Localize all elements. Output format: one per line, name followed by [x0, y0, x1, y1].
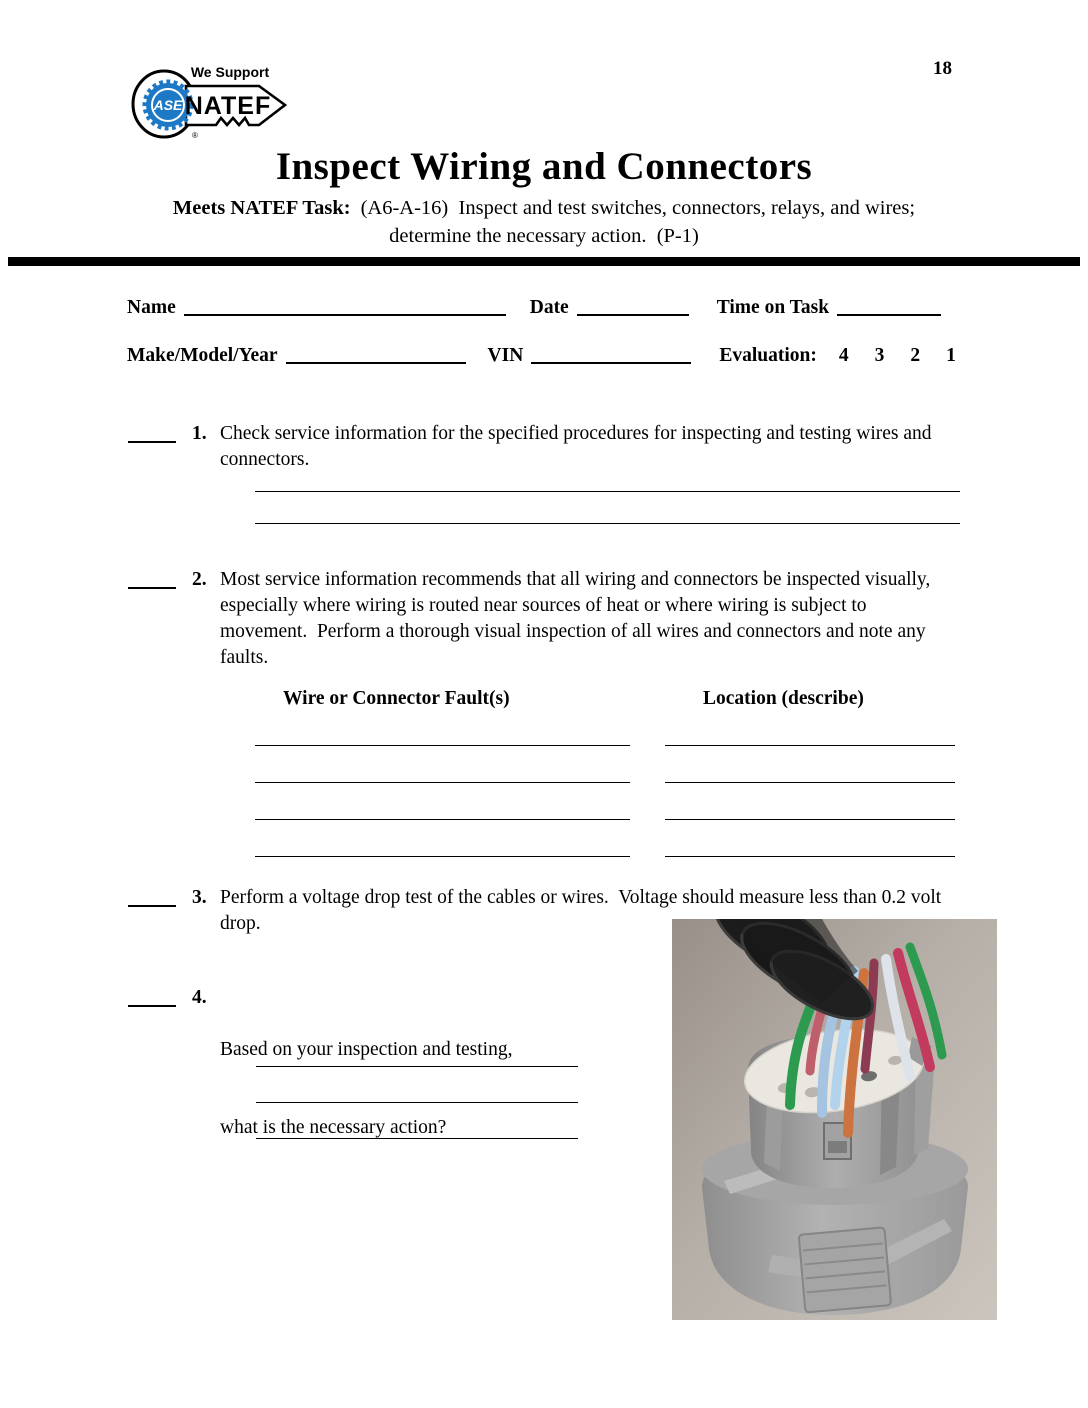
evaluation-option-2: 2: [910, 345, 921, 366]
task-2-text: Most service information recommends that all wiring and connectors be inspected visually, especially where wiring is routed near sources of heat or where wiring is subject to movement. Perform a thorough visual inspection of all wires and connectors and note any faults.: [220, 569, 936, 668]
evaluation-option-4: 4: [838, 345, 849, 366]
task-1-number: 1.: [192, 423, 207, 444]
location-entry-line: [665, 782, 955, 783]
vin-blank-line: [531, 360, 691, 364]
divider-rule: [8, 257, 1080, 266]
answer-line: [256, 1138, 578, 1139]
logo-org-name: NATEF: [184, 92, 272, 120]
answer-line: [255, 523, 960, 524]
task-2-check-blank: [128, 567, 176, 589]
connector-grooved-tab: [799, 1227, 891, 1312]
task-item-2: [128, 567, 935, 671]
task-4-text-line2: what is the necessary action?: [220, 1117, 447, 1138]
fault-entry-line: [255, 782, 630, 783]
task-description-line2: determine the necessary action. (P-1): [389, 225, 699, 247]
task-4-text: [220, 985, 640, 1193]
page-title: Inspect Wiring and Connectors: [275, 145, 813, 188]
date-blank-line: [577, 312, 689, 316]
meets-natef-label: Meets NATEF Task:: [172, 197, 351, 219]
evaluation-option-3: 3: [874, 345, 885, 366]
task-2-number: 2.: [192, 569, 207, 590]
answer-line: [256, 1102, 578, 1103]
fault-column-header: Wire or Connector Fault(s): [283, 688, 510, 709]
time-on-task-label: Time on Task: [716, 297, 830, 318]
location-entry-line: [665, 856, 955, 857]
name-label: Name: [127, 297, 176, 318]
task-description-line1: (A6-A-16) Inspect and test switches, connectors, relays, and wires;: [360, 197, 916, 219]
form-row-1: [127, 297, 941, 319]
task-3-number: 3.: [192, 887, 207, 908]
location-entry-line: [665, 745, 955, 746]
vin-label: VIN: [487, 345, 524, 366]
task-1-check-blank: [128, 421, 176, 443]
location-entry-line: [665, 819, 955, 820]
task-3-check-blank: [128, 885, 176, 907]
fault-entry-line: [255, 819, 630, 820]
task-4-text-line1: Based on your inspection and testing,: [220, 1039, 513, 1060]
task-1-text: Check service information for the specified procedures for inspecting and testing wires and connectors.: [220, 423, 937, 470]
task-item-4: [128, 985, 640, 1193]
date-label: Date: [529, 297, 569, 318]
make-model-year-blank-line: [286, 360, 466, 364]
natef-ase-logo: [128, 55, 296, 147]
task-item-1: [128, 421, 935, 473]
page-number: 18: [933, 58, 952, 79]
evaluation-option-1: 1: [946, 345, 956, 366]
natef-task-reference: [0, 197, 1088, 220]
form-row-2: [127, 345, 956, 367]
logo-tagline: We Support: [190, 64, 270, 80]
task-3-text: Perform a voltage drop test of the cables or wires. Voltage should measure less than 0.2 volt drop.: [220, 887, 947, 934]
name-blank-line: [184, 312, 506, 316]
registered-mark: ®: [192, 131, 198, 140]
task-4-check-blank: [128, 985, 176, 1007]
fault-entry-line: [255, 856, 630, 857]
fault-entry-line: [255, 745, 630, 746]
evaluation-label: Evaluation:: [719, 345, 817, 366]
make-model-year-label: Make/Model/Year: [127, 345, 278, 366]
connector-photo: [672, 919, 997, 1320]
task-4-number: 4.: [192, 987, 207, 1008]
answer-line: [256, 1066, 578, 1067]
answer-line: [255, 491, 960, 492]
time-on-task-blank-line: [837, 312, 941, 316]
location-column-header: Location (describe): [703, 688, 864, 709]
ase-gear-text: ASE: [153, 97, 183, 113]
